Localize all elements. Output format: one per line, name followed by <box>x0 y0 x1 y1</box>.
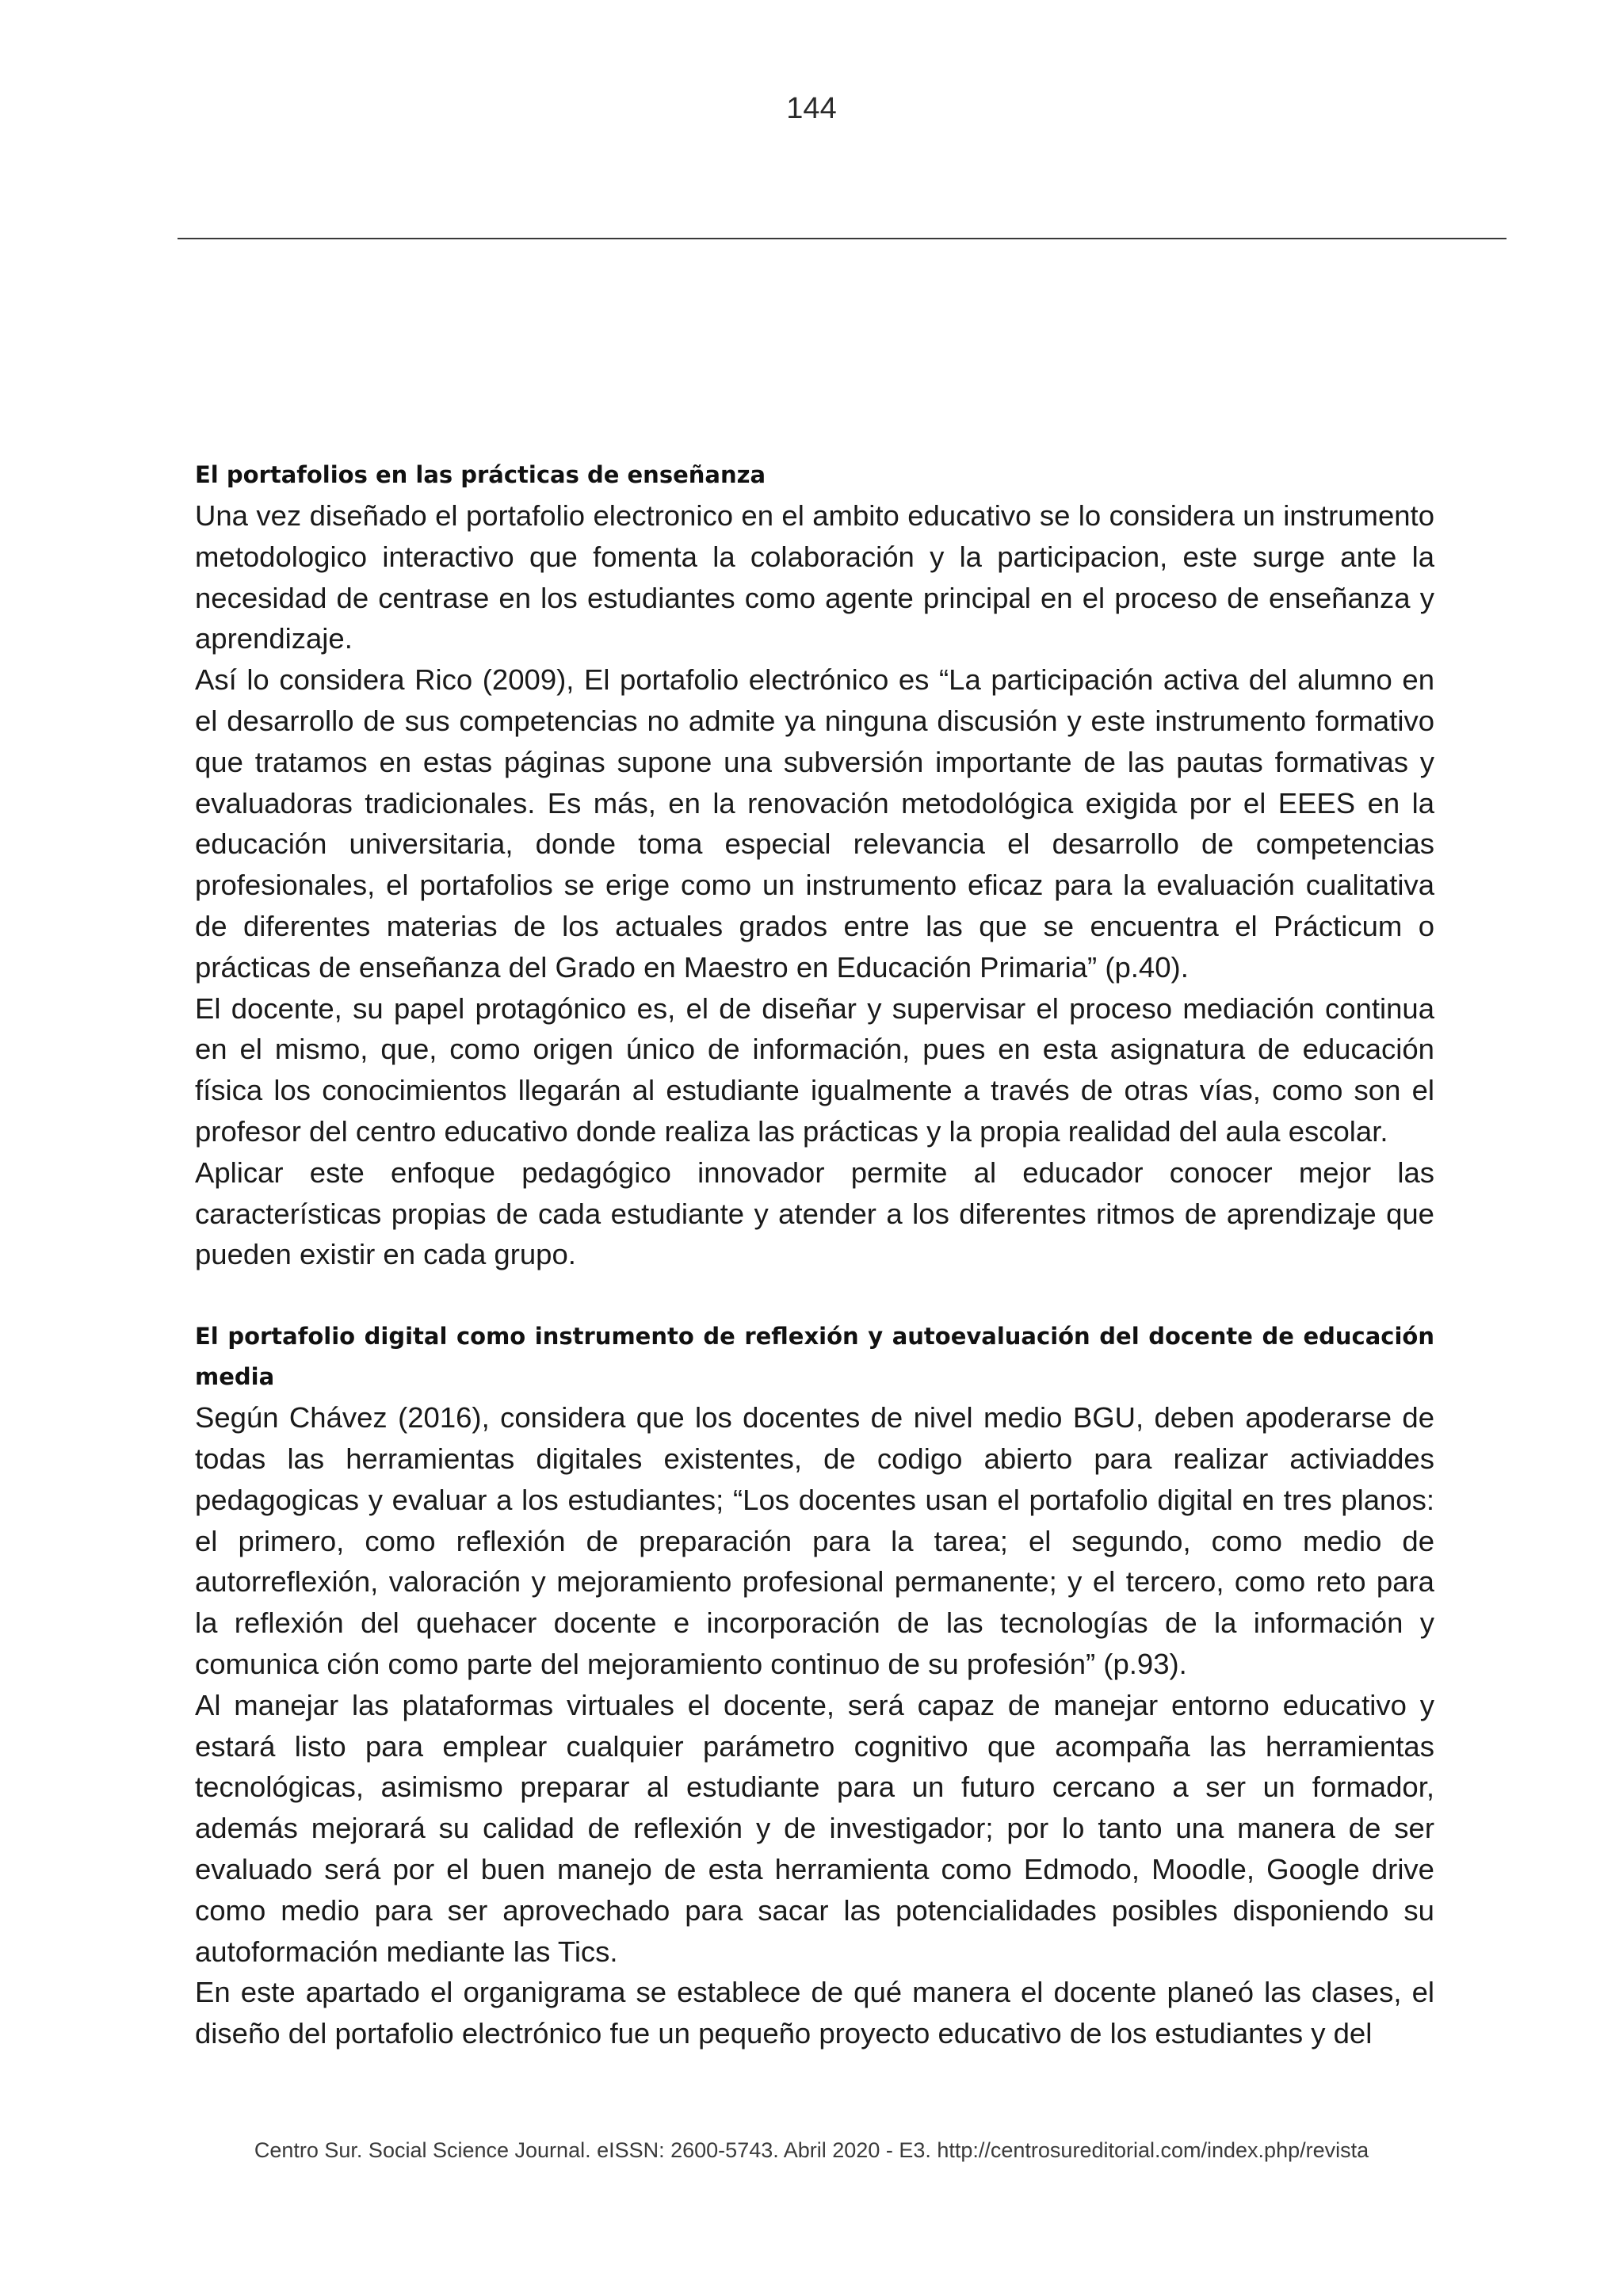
paragraph: Aplicar este enfoque pedagógico innovador permite al educador conocer mejor las características propias de cada estudiante y atender a los diferentes ritmos de aprendizaje que pueden existir en cada grupo. <box>195 1156 1434 1271</box>
header-rule <box>178 238 1507 239</box>
paragraph: Según Chávez (2016), considera que los docentes de nivel medio BGU, deben apoderarse de todas las herramientas digitales existentes, de codigo abierto para realizar activiaddes pedagogicas y evaluar a los estudiantes; “Los docentes usan el portafolio digital en tres planos: el primero, como reflexión de preparación para la tarea; el segundo, como medio de autorreflexión, valoración y mejoramiento profesional permanente; y el tercero, como reto para la reflexión del quehacer docente e incorporación de las tecnologías de la información y comunica ción como parte del mejoramiento continuo de su profesión” (p.93). <box>195 1401 1434 1680</box>
paragraph: Una vez diseñado el portafolio electronico en el ambito educativo se lo considera un instrumento metodologico interactivo que fomenta la colaboración y la participacion, este surge ante la necesidad de centrase en los estudiantes como agente principal en el proceso de enseñanza y aprendizaje. <box>195 499 1434 655</box>
page-number: 144 <box>786 92 837 125</box>
paragraph: Al manejar las plataformas virtuales el docente, será capaz de manejar entorno educativo y estará listo para emplear cualquier parámetro cognitivo que acompaña las herramientas tecnológicas, asimismo preparar al estudiante para un futuro cercano a ser un formador, además mejorará su calidad de reflexión y de investigador; por lo tanto una manera de ser evaluado será por el buen manejo de esta herramienta como Edmodo, Moodle, Google drive como medio para ser aprovechado para sacar las potencialidades posibles disponiendo su autoformación mediante las Tics. <box>195 1688 1434 1968</box>
paragraph: Así lo considera Rico (2009), El portafolio electrónico es “La participación activa del alumno en el desarrollo de sus competencias no admite ya ninguna discusión y este instrumento formativo que tratamos en estas páginas supone una subversión importante de las pautas formativas y evaluadoras tradicionales. Es más, en la renovación metodológica exigida por el EEES en la educación universitaria, donde toma especial relevancia el desarrollo de competencias profesionales, el portafolios se erige como un instrumento eficaz para la evaluación cualitativa de diferentes materias de los actuales grados entre las que se encuentra el Prácticum o prácticas de enseñanza del Grado en Maestro en Educación Primaria” (p.40). <box>195 663 1434 984</box>
section-spacer <box>195 1275 1434 1316</box>
main-content <box>195 455 1434 2054</box>
section-heading: El portafolio digital como instrumento de reflexión y autoevaluación del docente de educación media <box>195 1323 1434 1391</box>
section-portafolios-practicas <box>195 455 1434 1275</box>
page-footer: Centro Sur. Social Science Journal. eISSN: 2600-5743. Abril 2020 - E3. http://centrosureditorial.com/index.php/revista <box>254 2138 1369 2162</box>
paragraph: El docente, su papel protagónico es, el de diseñar y supervisar el proceso mediación continua en el mismo, que, como origen único de información, pues en esta asignatura de educación física los conocimientos llegarán al estudiante igualmente a través de otras vías, como son el profesor del centro educativo donde realiza las prácticas y la propia realidad del aula escolar. <box>195 991 1434 1148</box>
section-portafolio-digital <box>195 1316 1434 2054</box>
paragraph: En este apartado el organigrama se establece de qué manera el docente planeó las clases, el diseño del portafolio electrónico fue un pequeño proyecto educativo de los estudiantes y del <box>195 1976 1434 2050</box>
section-heading: El portafolios en las prácticas de enseñanza <box>195 461 766 488</box>
